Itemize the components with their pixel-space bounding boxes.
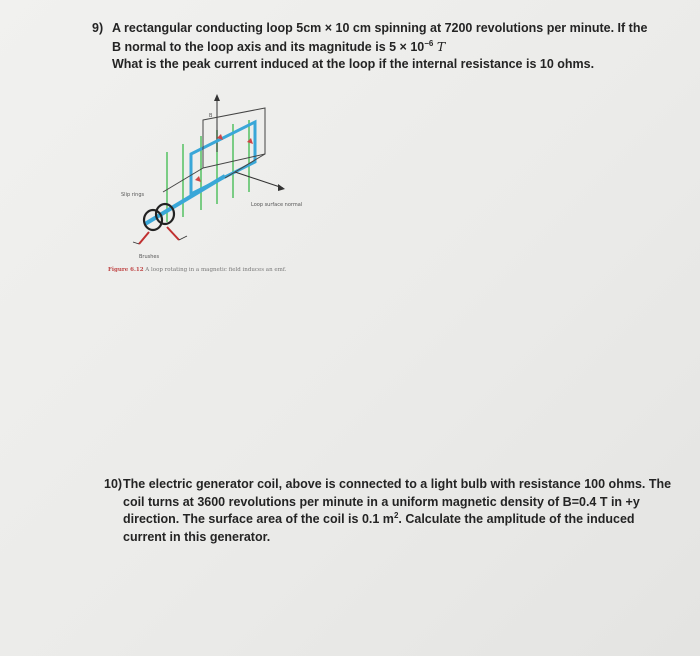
question-10-line-3 xyxy=(123,511,644,529)
question-9-exponent: −6 xyxy=(424,38,434,48)
question-10-line-4: current in this generator. xyxy=(123,529,271,544)
question-10-exponent: 2 xyxy=(393,510,399,520)
question-10-line-2: coil turns at 3600 revolutions per minute in a uniform magnetic density of B=0.4 T in +y xyxy=(123,494,640,509)
label-b: B xyxy=(209,113,213,119)
question-9-line-3: What is the peak current induced at the loop if the internal resistance is 10 ohms. xyxy=(112,57,595,71)
label-brushes: Brushes xyxy=(139,254,160,260)
question-10-line-3-end: . Calculate the amplitude of the induced xyxy=(398,512,635,526)
figure-caption-prefix: Figure 6.12 xyxy=(108,267,144,273)
figure-caption xyxy=(108,267,328,273)
figure-caption-text: A loop rotating in a magnetic field induces an emf. xyxy=(145,267,287,273)
question-9-line-1: A rectangular conducting loop 5cm × 10 cm spinning at 7200 revolutions per minute. If the xyxy=(112,21,648,35)
vertical-axis-arrowhead xyxy=(214,94,220,101)
question-9 xyxy=(92,20,652,74)
tesla-unit: T xyxy=(436,38,446,54)
label-loop-normal: Loop surface normal xyxy=(251,202,303,208)
question-10-line-3-text: direction. The surface area of the coil is 0.1 m xyxy=(123,512,394,526)
question-9-line-2 xyxy=(112,38,652,57)
question-10-number: 10) xyxy=(104,477,123,491)
brushes xyxy=(139,227,179,244)
generator-loop-diagram xyxy=(105,92,315,282)
normal-axis xyxy=(235,172,283,188)
question-10 xyxy=(104,476,672,546)
question-9-line-2-text: B normal to the loop axis and its magnitude is 5 × 10 xyxy=(112,39,425,54)
normal-axis-arrowhead xyxy=(278,184,285,191)
question-10-line-1: The electric generator coil, above is connected to a light bulb with resistance 100 ohms. The xyxy=(123,477,672,491)
label-slip-rings: Slip rings xyxy=(121,192,145,198)
question-9-number: 9) xyxy=(92,21,104,35)
